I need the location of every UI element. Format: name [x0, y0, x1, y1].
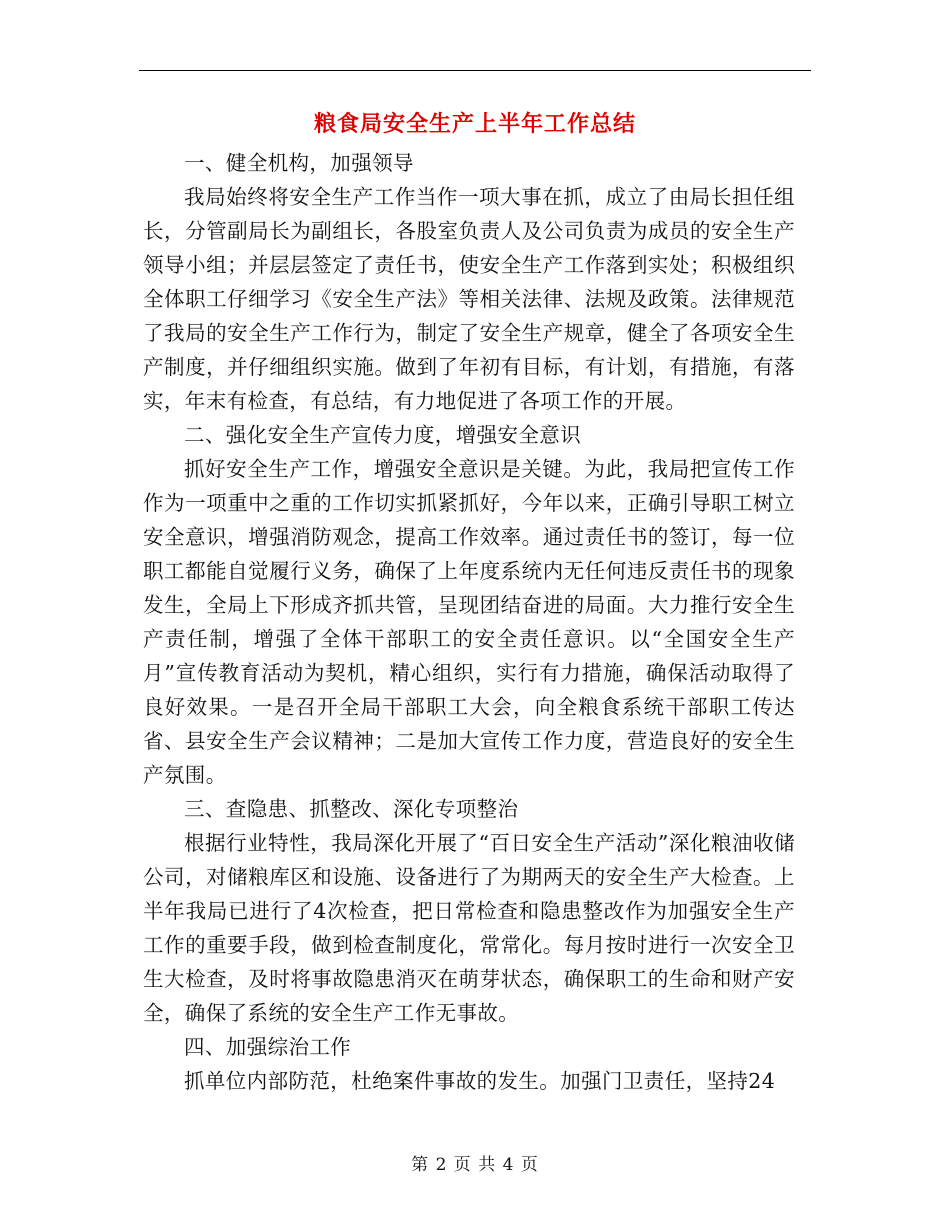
- section-heading-3: 三、查隐患、抓整改、深化专项整治: [184, 797, 519, 821]
- document-body: [143, 146, 795, 1098]
- paragraph-2: 抓好安全生产工作，增强安全意识是关键。为此，我局把宣传工作作为一项重中之重的工作切实抓紧抓好，今年以来，正确引导职工树立安全意识，增强消防观念，提高工作效率。通过责任书的签订，每一位职工都能自觉履行义务，确保了上年度系统内无任何违反责任书的现象发生，全局上下形成齐抓共管，呈现团结奋进的局面。大力推行安全生产责任制，增强了全体干部职工的安全责任意识。以“全国安全生产月”宣传教育活动为契机，精心组织，实行有力措施，确保活动取得了良好效果。一是召开全局干部职工大会，向全粮食系统干部职工传达省、县安全生产会议精神；二是加大宣传工作力度，营造良好的安全生产氛围。: [143, 457, 795, 787]
- document-title: 粮食局安全生产上半年工作总结: [313, 112, 636, 137]
- paragraph-1: 我局始终将安全生产工作当作一项大事在抓，成立了由局长担任组长，分管副局长为副组长，各股室负责人及公司负责为成员的安全生产领导小组；并层层签定了责任书，使安全生产工作落到实处；积极组织全体职工仔细学习《安全生产法》等相关法律、法规及政策。法律规范了我局的安全生产工作行为，制定了安全生产规章，健全了各项安全生产制度，并仔细组织实施。做到了年初有目标，有计划，有措施，有落实，年末有检查，有总结，有力地促进了各项工作的开展。: [143, 185, 795, 413]
- section-heading-1: 一、健全机构，加强领导: [184, 151, 414, 175]
- page-number-footer: [0, 1150, 950, 1175]
- section-heading-4: 四、加强综治工作: [184, 1035, 352, 1059]
- paragraph-3: 根据行业特性，我局深化开展了“百日安全生产活动”深化粮油收储公司，对储粮库区和设施、设备进行了为期两天的安全生产大检查。上半年我局已进行了4次检查，把日常检查和隐患整改作为加强安全生产工作的重要手段，做到检查制度化，常常化。每月按时进行一次安全卫生大检查，及时将事故隐患消灭在萌芽状态，确保职工的生命和财产安全，确保了系统的安全生产工作无事故。: [143, 831, 795, 1025]
- paragraph-4: 抓单位内部防范，杜绝案件事故的发生。加强门卫责任，坚持24: [184, 1069, 776, 1093]
- section-heading-2: 二、强化安全生产宣传力度，增强安全意识: [184, 423, 582, 447]
- header-rule: [139, 70, 811, 71]
- page-number-label: 第 2 页 共 4 页: [411, 1155, 539, 1175]
